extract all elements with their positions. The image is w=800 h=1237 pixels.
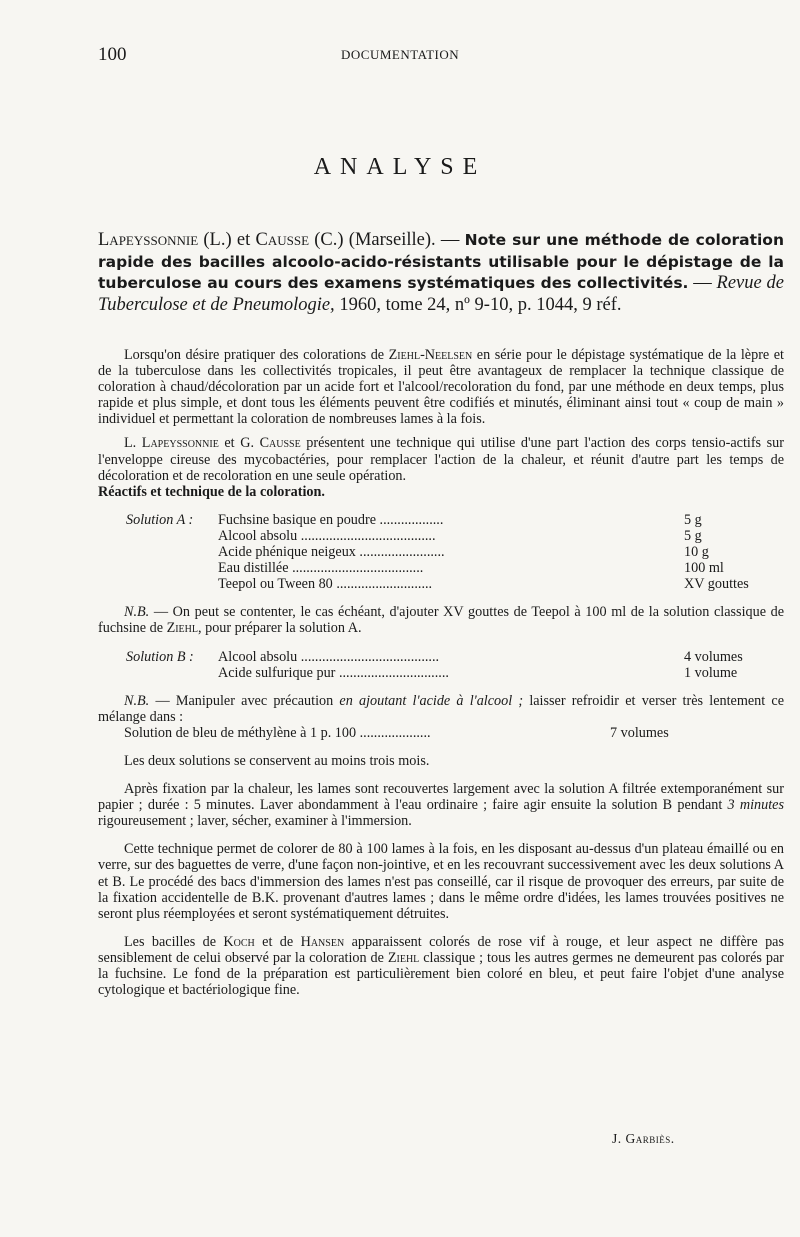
- text: classique ; tous les autres germes ne demeurent pas colorés par la fuchsine. Le fond de la préparation est particulièrement bien coloré en bleu, et peut faire l'objet d'une analyse cytologique et bactériologique fine.: [98, 949, 784, 999]
- solution-label: Solution B :: [126, 648, 194, 665]
- text: rigoureusement ; laver, sécher, examiner à l'immersion.: [98, 813, 412, 830]
- quantity: 10 g: [684, 544, 709, 561]
- note-2: [98, 693, 784, 725]
- author-name: Hansen: [300, 933, 345, 950]
- text: — Manipuler avec précaution: [149, 692, 340, 709]
- signature: J. Garbiès.: [612, 1131, 675, 1146]
- bibliographic-reference: [98, 230, 784, 316]
- ingredient: Eau distillée .....................................: [218, 560, 424, 577]
- note-label: N.B.: [124, 692, 150, 709]
- subheading-text: Réactifs et technique de la coloration.: [98, 483, 325, 500]
- ingredient: Alcool absolu .......................................: [218, 648, 440, 665]
- quantity: 4 volumes: [684, 648, 743, 665]
- text: Les bacilles de: [124, 933, 224, 950]
- solution-a-table: [98, 512, 784, 592]
- note-1: [98, 604, 784, 636]
- text: apparaissent colorés de rose vif à rouge, et leur aspect ne diffère pas sensiblement de celui observé par la coloration de: [98, 933, 784, 966]
- text: Après fixation par la chaleur, les lames sont recouvertes largement avec la solution A filtrée extemporanément sur papier ; durée : 5 minutes. Laver abondamment à l'eau ordinaire ; faire agir ensuite la solution B pendant: [98, 781, 784, 814]
- text: présentent une technique qui utilise d'une part l'action des corps tensio-actifs sur l'enveloppe cireuse des mycobactéries, pour remplacer l'action de la chaleur, et réunit d'autre part les temps de décoloration et de recoloration en une seule opération.: [98, 435, 784, 484]
- emphasis: en ajoutant l'acide à l'alcool ;: [339, 692, 524, 709]
- ingredient: Solution de bleu de méthylène à 1 p. 100 ....................: [124, 724, 431, 741]
- solution-a-row: [98, 512, 784, 528]
- author-name: Ziehl: [387, 949, 420, 966]
- paragraph-4: [98, 781, 784, 829]
- quantity: 5 g: [684, 511, 702, 528]
- ingredient: Fuchsine basique en poudre ..................: [218, 511, 444, 528]
- note-label: N.B.: [124, 604, 150, 621]
- section-title: ANALYSE: [313, 154, 487, 180]
- paragraph-3: Les deux solutions se conservent au moins trois mois.: [124, 752, 430, 769]
- quantity: 1 volume: [684, 664, 738, 681]
- quantity: 7 volumes: [610, 724, 669, 741]
- author-name: Causse: [259, 435, 301, 452]
- article-body: [98, 347, 784, 998]
- page-number: 100: [98, 44, 127, 65]
- ref-dash: —: [688, 273, 717, 293]
- quantity: XV gouttes: [684, 576, 749, 593]
- solution-a-row: [98, 576, 784, 592]
- author-1: Lapeyssonnie: [98, 230, 199, 250]
- text: Lorsqu'on désire pratiquer des colorations de: [124, 347, 389, 363]
- solution-a-row: [98, 544, 784, 560]
- author-name: Ziehl-Neelsen: [388, 347, 473, 363]
- text: , pour préparer la solution A.: [198, 620, 362, 637]
- ingredient: Teepol ou Tween 80 ...........................: [218, 576, 433, 593]
- article-title: Note sur une méthode de coloration rapide des bacilles alcoolo-acido-résistants utilisable pour le dépistage de la tuberculose au cours des examens systématiques des collectivités.: [98, 231, 784, 292]
- paragraph-1: [98, 347, 784, 427]
- quantity: 100 ml: [684, 560, 724, 577]
- blue-solution-row: [98, 725, 784, 741]
- author-2: Causse: [255, 230, 310, 250]
- paragraph-2: [98, 435, 784, 483]
- quantity: 5 g: [684, 527, 702, 544]
- paragraph-6: [98, 934, 784, 998]
- ingredient: Acide phénique neigeux ........................: [218, 544, 445, 561]
- text: L.: [124, 435, 142, 452]
- ingredient: Alcool absolu ......................................: [218, 527, 436, 544]
- solution-a-row: [98, 528, 784, 544]
- author-2-initials: (C.) (Marseille). —: [309, 230, 465, 250]
- citation: 1960, tome 24, nº 9-10, p. 1044, 9 réf.: [334, 294, 622, 315]
- subheading: [98, 484, 784, 500]
- solution-b-row: [98, 649, 784, 665]
- text: et G.: [218, 435, 260, 452]
- author-name: Lapeyssonnie: [141, 435, 219, 452]
- solution-label: Solution A :: [126, 511, 194, 528]
- journal-name: Revue de Tuberculose et de Pneumologie,: [98, 273, 784, 315]
- text: laisser refroidir et verser très lentement ce mélange dans :: [98, 692, 784, 725]
- solution-b-table: [98, 649, 784, 681]
- author-name: Ziehl: [166, 620, 198, 637]
- text: en série pour le dépistage systématique de la lèpre et de la tuberculose dans les collectivités tropicales, il peut être avantageux de remplacer la technique classique de coloration à chaud/décoloration par un acide fort et l'alcool/recoloration du fond, par une méthode en deux temps, plus rapide et plus simple, et dont tous les éléments peuvent être codifiés et minutés, éliminant ainsi tout « coup de main » individuel et permettant la coloration de nombreuses lames à la fois.: [98, 347, 784, 428]
- ingredient: Acide sulfurique pur ...............................: [218, 664, 449, 681]
- author-name: Koch: [223, 933, 255, 950]
- author-1-initials: (L.) et: [198, 230, 256, 250]
- solution-a-row: [98, 560, 784, 576]
- text: — On peut se contenter, le cas échéant, d'ajouter XV gouttes de Teepol à 100 ml de la solution classique de fuchsine de: [98, 604, 784, 637]
- running-title: DOCUMENTATION: [341, 47, 460, 62]
- text: et de: [254, 933, 301, 950]
- emphasis: 3 minutes: [727, 797, 784, 814]
- paragraph-5: Cette technique permet de colorer de 80 à 100 lames à la fois, en les disposant au-dessus d'un plateau émaillé ou en verre, sur des baguettes de verre, d'une façon non-jointive, et en les recouvrant successivement avec les deux solutions A et B. Le procédé des bacs d'immersion des lames n'est pas conseillé, car il risque de provoquer des erreurs, par suite de la fixation accidentelle de B.K. provenant d'autres lames ; dans le même ordre d'idées, les lames trouvées positives ne seront plus réemployées et seront systématiquement détruites.: [98, 841, 784, 922]
- solution-b-row: [98, 665, 784, 681]
